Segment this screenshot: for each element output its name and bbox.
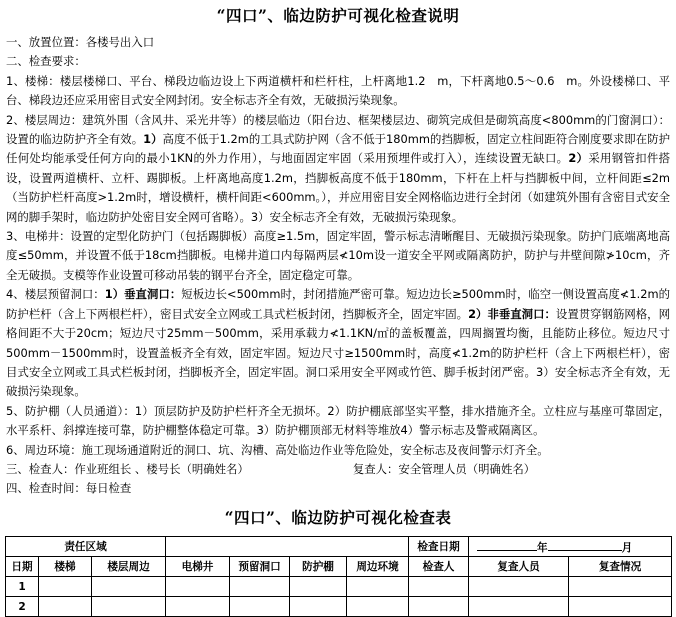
table-cell[interactable]	[347, 597, 409, 617]
col-header-protective-shed: 防护棚	[290, 557, 347, 577]
table-cell[interactable]	[92, 597, 166, 617]
inspector-label: 三、检查人：	[6, 461, 75, 476]
table-cell[interactable]	[347, 577, 409, 597]
item-elevator-shaft: 3、电梯井：设置的定型化防护门（包括踢脚板）高度≥1.5m，固定牢固，警示标志清晰醒目、无破损污染现象。防护门底端离地高度≤50mm，并设置不低于18cm挡脚板。电梯井道口内每隔两层≮10m设一道安全平网或隔离防护，防护与井壁间隙≯10cm，齐全无破损。支模等作业设置可移动吊装的钢平台齐全，固定稳定可靠。	[6, 229, 670, 282]
inspector-line	[6, 460, 670, 479]
col-header-reserved-opening: 预留洞口	[230, 557, 290, 577]
table-cell[interactable]	[290, 597, 347, 617]
item-floor-openings	[6, 285, 670, 401]
inspection-table	[5, 536, 672, 617]
item-nonvertical-opening-label: 2）非垂直洞口：	[468, 306, 556, 321]
table-header-row-1	[6, 537, 672, 557]
inspection-time-line	[6, 479, 670, 498]
col-header-reviewer: 复查人员	[469, 557, 569, 577]
table-cell[interactable]	[166, 597, 230, 617]
table-cell[interactable]	[409, 597, 469, 617]
col-header-inspector: 检查人	[409, 557, 469, 577]
placement-value: 各楼号出入口	[85, 35, 155, 49]
year-label: 年	[537, 541, 548, 554]
inspection-time-value: 每日检查	[85, 481, 132, 496]
col-header-floor-perimeter: 楼层周边	[92, 557, 166, 577]
document-title: “四口”、临边防护可视化检查说明	[216, 6, 460, 25]
table-cell[interactable]	[92, 577, 166, 597]
item-protective-shed: 5、防护棚（人员通道）：1）顶层防护及防护栏杆齐全无损坏。2）防护棚底部坚实平整，排水措施齐全。立柱应与基座可靠固定，水平系杆、斜撑连接可靠，防护棚整体稳定可靠。3）防护棚顶部无材料等堆放4）警示标志及警戒隔离区。	[6, 403, 670, 438]
table-cell[interactable]	[166, 577, 230, 597]
requirements-heading: 二、检查要求：	[6, 54, 86, 69]
table-cell[interactable]	[409, 577, 469, 597]
item-floor-perimeter-text2: 采用钢管扣件搭设，设置两道横杆、立杆、踢脚板。上杆离地高度1.2m，挡脚板高度不低于180mm，下杆在上杆与挡脚板中间，立杆间距≤2m（当防护栏杆高度>1.2m时，增设横杆，横杆间距<600mm。），并应用密目安全网格临边进行全封闭（如建筑外围有含密目式安全网的脚手架时，临边防护处密目安全网可省略）。3）安全标志齐全有效，无破损污染现象。	[6, 151, 670, 224]
inspector-value: 作业班组长 、楼号长（明确姓名）	[74, 461, 249, 476]
form-title: “四口”、临边防护可视化检查表	[224, 508, 452, 527]
area-label-cell: 责任区域	[6, 537, 166, 557]
placement-line	[6, 33, 670, 52]
item-floor-perimeter-num2: 2）	[568, 151, 589, 166]
table-cell[interactable]	[569, 597, 672, 617]
table-row	[6, 577, 672, 597]
placement-label: 一、放置位置：	[6, 35, 86, 49]
inspection-time-label: 四、检查时间：	[6, 481, 86, 496]
table-column-header-row	[6, 557, 672, 577]
table-cell[interactable]	[469, 577, 569, 597]
description-body	[6, 33, 670, 499]
reviewer-label: 复查人：	[352, 461, 399, 476]
table-cell[interactable]	[39, 577, 92, 597]
item-surroundings: 6、周边环境：施工现场通道附近的洞口、坑、沟槽、高处临边作业等危险处，安全标志及夜间警示灯齐全。	[6, 442, 549, 457]
item-vertical-opening-text: 短板边长<500mm时，封闭措施严密可靠。短边边长≥500mm时，临空一侧设置高度≮1.2m的防护栏杆（含上下两根栏杆），密目式安全立网或工具式栏板封闭，挡脚板齐全，固定牢固。	[6, 287, 670, 321]
row-day-number: 2	[6, 597, 39, 617]
date-label-cell: 检查日期	[409, 537, 469, 557]
item-floor-openings-intro: 4、楼层预留洞口：	[6, 287, 105, 302]
item-stairs: 1、楼梯：楼层楼梯口、平台、梯段边临边设上下两道横杆和栏杆柱，上杆离地1.2 m，下杆离地0.5～0.6 m。外设楼梯口、平台、梯段边还应采用密目式安全网封闭。安全标志齐全有效，无破损污染现象。	[6, 73, 670, 108]
row-day-number: 1	[6, 577, 39, 597]
area-value-cell[interactable]	[166, 537, 409, 557]
table-cell[interactable]	[569, 577, 672, 597]
item-floor-perimeter-num1: 1）	[143, 132, 163, 147]
col-header-surroundings: 周边环境	[347, 557, 409, 577]
item-floor-perimeter-intro: 2、楼层周边：建筑外围（含风井、采光井等）的楼层临边（阳台边、框架楼层边、砌筑完成但是砌筑高度<800mm的门窗洞口）：设置的临边防护齐全有效。	[6, 112, 670, 147]
col-header-date: 日期	[6, 557, 39, 577]
col-header-elevator-shaft: 电梯井	[166, 557, 230, 577]
table-cell[interactable]	[39, 597, 92, 617]
item-vertical-opening-label: 1）垂直洞口：	[104, 287, 182, 302]
table-cell[interactable]	[230, 597, 290, 617]
col-header-review-status: 复查情况	[569, 557, 672, 577]
table-cell[interactable]	[230, 577, 290, 597]
reviewer-value: 安全管理人员（明确姓名）	[398, 461, 536, 476]
table-row	[6, 597, 672, 617]
table-cell[interactable]	[290, 577, 347, 597]
col-header-stairs: 楼梯	[39, 557, 92, 577]
item-nonvertical-opening-text: 设置贯穿钢筋网格，网格间距不大于20cm；短边尺寸25mm－500mm，采用承载力≮1.1KN/㎡的盖板覆盖，四周搁置均衡，且能防止移位。短边尺寸500mm－1500mm时，设置盖板齐全有效，固定牢固。短边尺寸≥1500mm时，高度≮1.2m的防护栏杆（含上下两根栏杆），密目式安全立网或工具式栏板封闭，挡脚板齐全，固定牢固。洞口采用安全平网或竹笆、脚手板封闭严密。3）安全标志齐全有效，无破损污染现象。	[6, 306, 670, 399]
item-floor-perimeter-text1: 高度不低于1.2m的工具式防护网（含不低于180mm的挡脚板，固定立柱间距符合刚度要求即在防护任何处均能承受任何方向的最小1KN的外力作用），与地面固定牢固（采用预埋件或打入），连续设置无缺口。	[6, 132, 670, 166]
month-label: 月	[621, 541, 633, 554]
item-floor-perimeter	[6, 111, 670, 227]
table-cell[interactable]	[469, 597, 569, 617]
date-value-cell[interactable]	[469, 537, 672, 557]
